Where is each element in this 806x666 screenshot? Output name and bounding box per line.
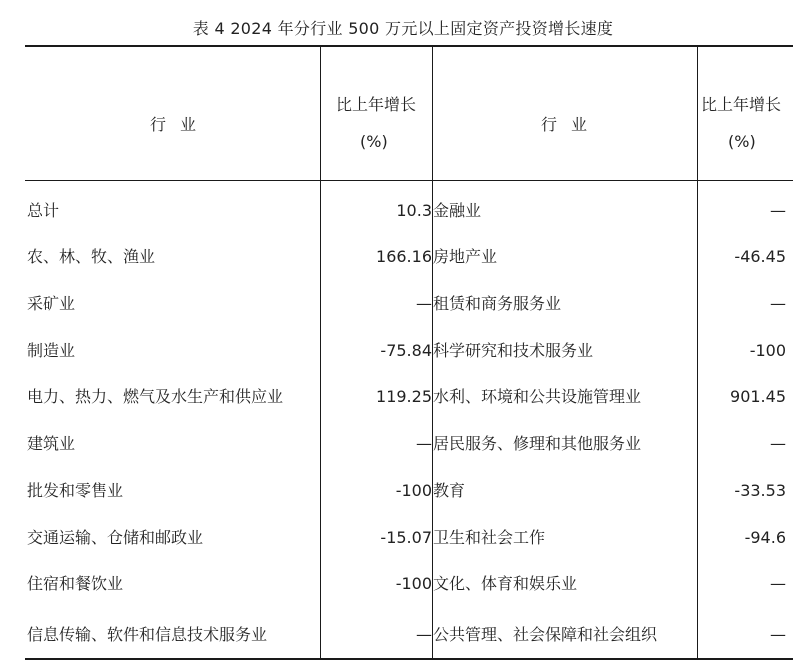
table-row	[0, 199, 806, 223]
growth-value: —	[416, 434, 432, 453]
industry-name: 房地产业	[433, 247, 498, 266]
growth-value: -100	[395, 574, 432, 593]
table-row	[0, 572, 806, 596]
header-unit-left: (%)	[360, 132, 388, 151]
table-bottom-rule	[25, 658, 793, 660]
table-row	[0, 479, 806, 503]
growth-value: —	[770, 574, 786, 593]
growth-value: —	[770, 201, 786, 220]
table-title: 表 4 2024 年分行业 500 万元以上固定资产投资增长速度	[192, 19, 614, 38]
industry-name: 电力、热力、燃气及水生产和供应业	[27, 387, 284, 406]
table-row	[0, 432, 806, 456]
table-top-rule	[25, 45, 793, 47]
industry-name: 教育	[433, 481, 466, 500]
industry-name: 交通运输、仓储和邮政业	[27, 528, 204, 547]
growth-value: —	[770, 625, 786, 644]
industry-name: 批发和零售业	[27, 481, 124, 500]
growth-value: -100	[749, 341, 786, 360]
growth-value: -100	[395, 481, 432, 500]
growth-value: —	[416, 625, 432, 644]
industry-name: 租赁和商务服务业	[433, 294, 562, 313]
header-industry-right: 行业	[541, 115, 602, 134]
growth-value: -46.45	[734, 247, 786, 266]
industry-name: 居民服务、修理和其他服务业	[433, 434, 642, 453]
industry-name: 农、林、牧、渔业	[27, 247, 156, 266]
table-row	[0, 292, 806, 316]
header-growth-right: 比上年增长	[701, 95, 782, 114]
growth-value: 119.25	[376, 387, 432, 406]
growth-value: -15.07	[380, 528, 432, 547]
industry-name: 建筑业	[27, 434, 76, 453]
header-unit-right: (%)	[728, 132, 756, 151]
industry-name: 采矿业	[27, 294, 76, 313]
industry-name: 卫生和社会工作	[433, 528, 546, 547]
industry-name: 文化、体育和娱乐业	[433, 574, 578, 593]
growth-value: -75.84	[380, 341, 432, 360]
growth-value: 901.45	[730, 387, 786, 406]
growth-value: —	[770, 434, 786, 453]
table-row	[0, 623, 806, 647]
table-row	[0, 385, 806, 409]
growth-value: 10.3	[396, 201, 432, 220]
industry-name: 科学研究和技术服务业	[433, 341, 594, 360]
table-header-rule	[25, 180, 793, 181]
growth-value: -33.53	[734, 481, 786, 500]
table-row	[0, 245, 806, 269]
growth-value: 166.16	[376, 247, 432, 266]
growth-value: —	[416, 294, 432, 313]
header-industry-left: 行业	[150, 115, 211, 134]
header-growth-left: 比上年增长	[336, 95, 417, 114]
industry-name: 总计	[27, 201, 60, 220]
industry-name: 公共管理、社会保障和社会组织	[433, 625, 658, 644]
industry-name: 水利、环境和公共设施管理业	[433, 387, 642, 406]
industry-name: 住宿和餐饮业	[27, 574, 124, 593]
growth-value: -94.6	[744, 528, 786, 547]
table-row	[0, 339, 806, 363]
growth-value: —	[770, 294, 786, 313]
table-row	[0, 526, 806, 550]
industry-name: 信息传输、软件和信息技术服务业	[27, 625, 268, 644]
industry-name: 制造业	[27, 341, 76, 360]
industry-name: 金融业	[433, 201, 482, 220]
